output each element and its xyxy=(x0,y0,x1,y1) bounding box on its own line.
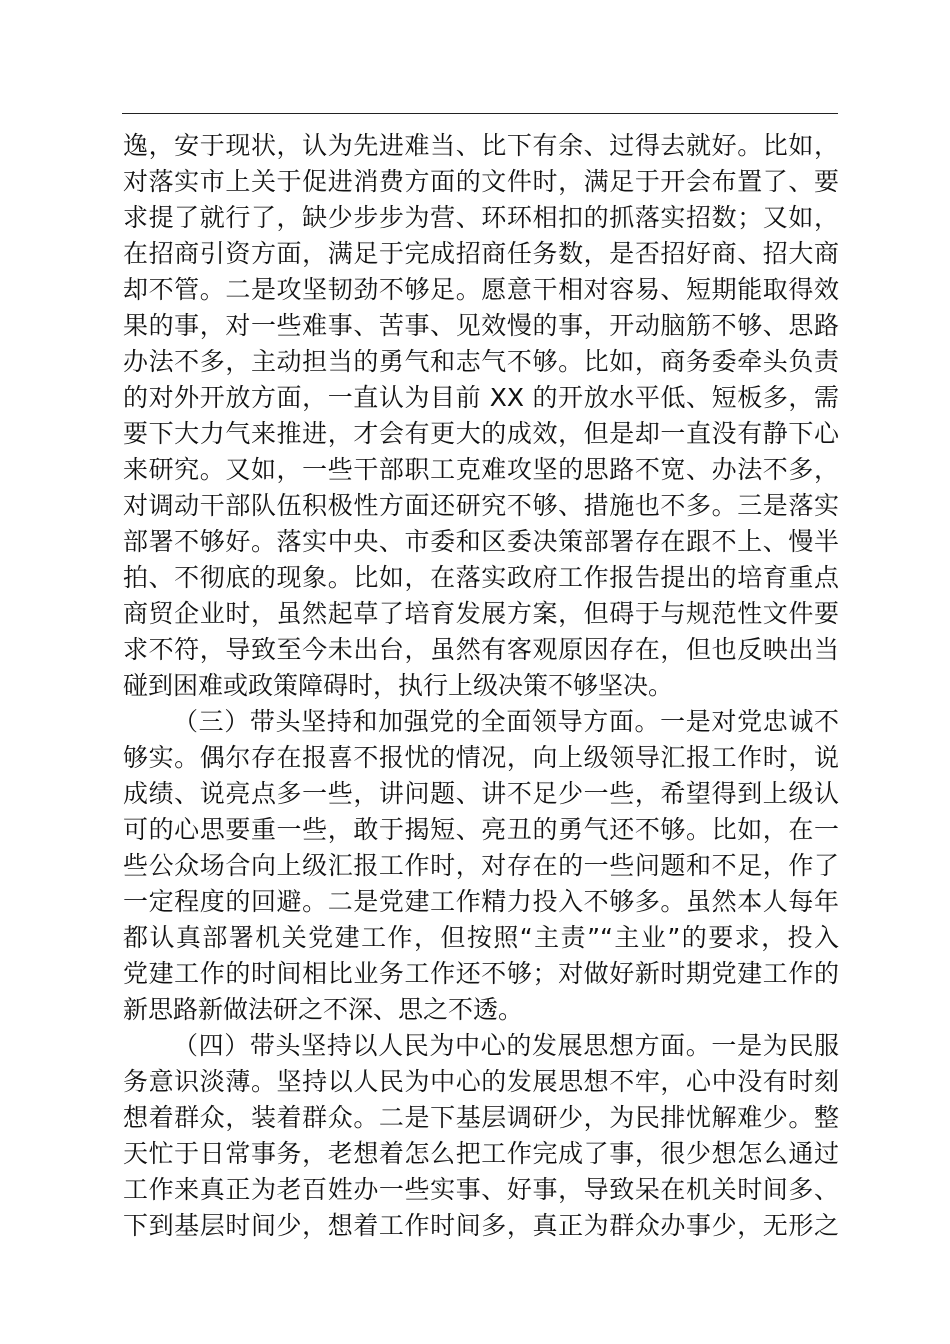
text-line: 一定程度的回避。二是党建工作精力投入不够多。虽然本人每年 xyxy=(123,887,839,916)
text-line: 办法不多，主动担当的勇气和志气不够。比如，商务委牵头负责 xyxy=(123,347,839,376)
text-line: 都认真部署机关党建工作，但按照“主责”“主业”的要求，投入 xyxy=(123,923,839,952)
text-line: 部署不够好。落实中央、市委和区委决策部署存在跟不上、慢半 xyxy=(123,527,839,556)
text-line: 天忙于日常事务，老想着怎么把工作完成了事，很少想怎么通过 xyxy=(123,1139,839,1168)
text-line: 些公众场合向上级汇报工作时，对存在的一些问题和不足，作了 xyxy=(123,851,839,880)
text-line: 果的事，对一些难事、苦事、见效慢的事，开动脑筋不够、思路 xyxy=(123,311,839,340)
text-line: 求提了就行了，缺少步步为营、环环相扣的抓落实招数；又如， xyxy=(123,203,839,232)
text-line: 求不符，导致至今未出台，虽然有客观原因存在，但也反映出当 xyxy=(123,635,839,664)
text-line: 要下大力气来推进，才会有更大的成效，但是却一直没有静下心 xyxy=(123,419,839,448)
header-rule xyxy=(122,113,838,114)
text-line: 想着群众，装着群众。二是下基层调研少，为民排忧解难少。整 xyxy=(123,1103,839,1132)
section-heading-line: （四）带头坚持以人民为中心的发展思想方面。一是为民服 xyxy=(173,1031,839,1060)
text-line: 工作来真正为老百姓办一些实事、好事，导致呆在机关时间多、 xyxy=(123,1175,839,1204)
text-line: 党建工作的时间相比业务工作还不够；对做好新时期党建工作的 xyxy=(123,959,839,988)
text-line: 的对外开放方面，一直认为目前 XX 的开放水平低、短板多，需 xyxy=(123,383,839,412)
text-line: 逸，安于现状，认为先进难当、比下有余、过得去就好。比如， xyxy=(123,131,839,160)
text-line: 拍、不彻底的现象。比如，在落实政府工作报告提出的培育重点 xyxy=(123,563,839,592)
text-line: 对落实市上关于促进消费方面的文件时，满足于开会布置了、要 xyxy=(123,167,839,196)
text-line: 商贸企业时，虽然起草了培育发展方案，但碍于与规范性文件要 xyxy=(123,599,839,628)
text-line: 可的心思要重一些，敢于揭短、亮丑的勇气还不够。比如，在一 xyxy=(123,815,839,844)
text-line: 成绩、说亮点多一些，讲问题、讲不足少一些，希望得到上级认 xyxy=(123,779,839,808)
text-line: 对调动干部队伍积极性方面还研究不够、措施也不多。三是落实 xyxy=(123,491,839,520)
text-line: 务意识淡薄。坚持以人民为中心的发展思想不牢，心中没有时刻 xyxy=(123,1067,839,1096)
text-line: 却不管。二是攻坚韧劲不够足。愿意干相对容易、短期能取得效 xyxy=(123,275,839,304)
text-line: 够实。偶尔存在报喜不报忧的情况，向上级领导汇报工作时，说 xyxy=(123,743,839,772)
body-text xyxy=(123,128,839,1244)
text-line: 来研究。又如，一些干部职工克难攻坚的思路不宽、办法不多， xyxy=(123,455,839,484)
text-line: 碰到困难或政策障碍时，执行上级决策不够坚决。 xyxy=(123,671,674,700)
text-line: 新思路新做法研之不深、思之不透。 xyxy=(123,995,524,1024)
section-heading-line: （三）带头坚持和加强党的全面领导方面。一是对党忠诚不 xyxy=(173,707,839,736)
text-line: 下到基层时间少，想着工作时间多，真正为群众办事少，无形之 xyxy=(123,1211,839,1240)
text-line: 在招商引资方面，满足于完成招商任务数，是否招好商、招大商 xyxy=(123,239,839,268)
